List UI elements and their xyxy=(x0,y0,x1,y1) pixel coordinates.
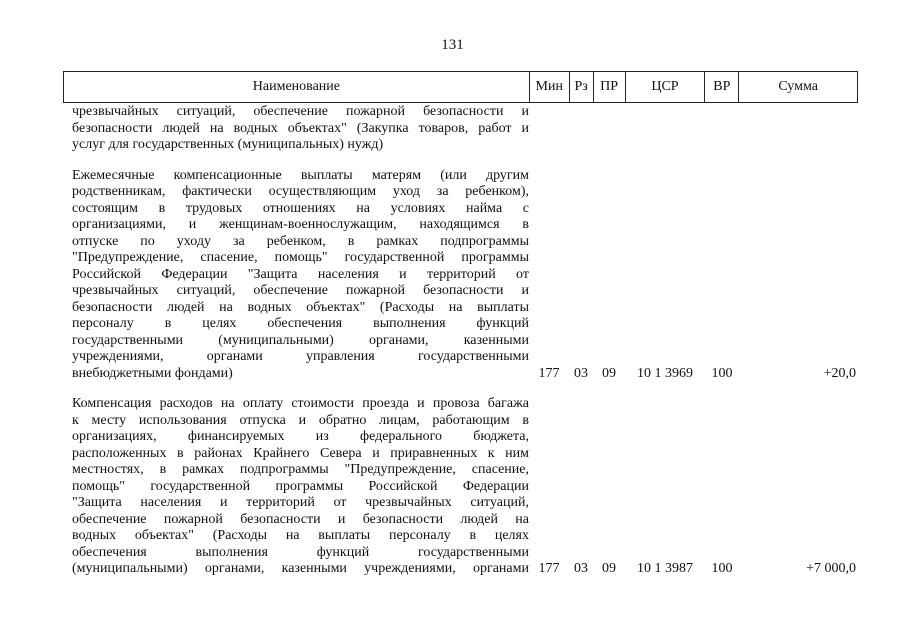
row-name-line: персоналу в целях обеспечения выполнения функций xyxy=(72,316,529,331)
row-name-line: Ежемесячные компенсационные выплаты матерям (или другим xyxy=(72,167,529,183)
header-rz: Рз xyxy=(569,72,593,102)
row-name-line: чрезвычайных ситуаций, обеспечение пожарной безопасности и xyxy=(72,104,529,119)
table-row xyxy=(63,396,858,578)
row-name-line: (муниципальными) органами, казенными учреждениями, органами xyxy=(72,561,529,576)
row-name-line: организациями, и женщинам-военнослужащим, находящимся в xyxy=(72,217,529,232)
header-min: Мин xyxy=(529,72,569,102)
row-name-line: отпуске по уходу за ребенком, в рамках подпрограммы xyxy=(72,233,529,249)
row-pr: 09 xyxy=(602,561,616,576)
row-sum: +7 000,0 xyxy=(806,561,856,576)
row-name-line: водных объектах" (Расходы на выплаты персоналу в целях xyxy=(72,528,529,543)
row-min: 177 xyxy=(538,561,560,576)
table-header xyxy=(63,71,858,103)
row-name xyxy=(63,168,529,383)
budget-table xyxy=(63,71,858,578)
row-sum: +20,0 xyxy=(823,365,856,381)
row-name-line: "Предупреждение, спасение, помощь" государственной программы xyxy=(72,250,529,265)
row-rz: 03 xyxy=(574,365,588,381)
row-name-line: учреждениями, органами управления государственными xyxy=(72,349,529,364)
row-name-line: "Защита населения и территорий от чрезвычайных ситуаций, xyxy=(72,495,529,510)
header-name: Наименование xyxy=(252,79,341,94)
table-body xyxy=(63,104,858,578)
row-name-line: услуг для государственных (муниципальных) нужд) xyxy=(72,137,384,152)
row-name-line: расположенных в районах Крайнего Севера и приравненных к ним xyxy=(72,445,529,461)
row-name-line: местностях, в рамках подпрограммы "Предупреждение, спасение, xyxy=(72,462,529,477)
row-name-line: безопасности людей на водных объектах" (Расходы на выплаты xyxy=(72,299,529,315)
row-name-line: чрезвычайных ситуаций, обеспечение пожарной безопасности и xyxy=(72,283,529,298)
row-csr: 10 1 3987 xyxy=(637,561,693,576)
header-sum: Сумма xyxy=(738,72,857,102)
page-number: 131 xyxy=(441,37,464,53)
row-min: 177 xyxy=(538,365,560,381)
row-name-line: помощь" государственной программы Российской Федерации xyxy=(72,478,529,494)
row-name-line: Компенсация расходов на оплату стоимости проезда и провоза багажа xyxy=(72,396,529,411)
row-name-line: к месту использования отпуска и обратно лицам, работающим в xyxy=(72,412,529,428)
header-csr: ЦСР xyxy=(625,72,705,102)
row-name-line: организациях, финансируемых из федерального бюджета, xyxy=(72,429,529,444)
header-vr: ВР xyxy=(704,72,738,102)
row-name xyxy=(63,396,529,578)
row-name-line: родственникам, фактически осуществляющим уход за ребенком), xyxy=(72,184,529,199)
row-rz: 03 xyxy=(574,561,588,576)
table-row xyxy=(63,104,858,154)
row-csr: 10 1 3969 xyxy=(637,365,693,381)
row-name-line: обеспечения выполнения функций государственными xyxy=(72,544,529,560)
row-pr: 09 xyxy=(602,365,616,381)
row-name-line: обеспечение пожарной безопасности и безопасности людей на xyxy=(72,511,529,527)
header-pr: ПР xyxy=(593,72,625,102)
row-name-line: государственными (муниципальными) органами, казенными xyxy=(72,332,529,348)
row-name-line: безопасности людей на водных объектах" (Закупка товаров, работ и xyxy=(72,120,529,136)
row-name-line: внебюджетными фондами) xyxy=(72,365,233,381)
row-vr: 100 xyxy=(711,365,733,381)
row-name-line: состоящим в трудовых отношениях на условиях найма с xyxy=(72,200,529,216)
row-vr: 100 xyxy=(711,561,733,576)
row-name-line: Российской Федерации "Защита населения и территорий от xyxy=(72,266,529,282)
row-name xyxy=(63,104,529,154)
table-row xyxy=(63,168,858,383)
